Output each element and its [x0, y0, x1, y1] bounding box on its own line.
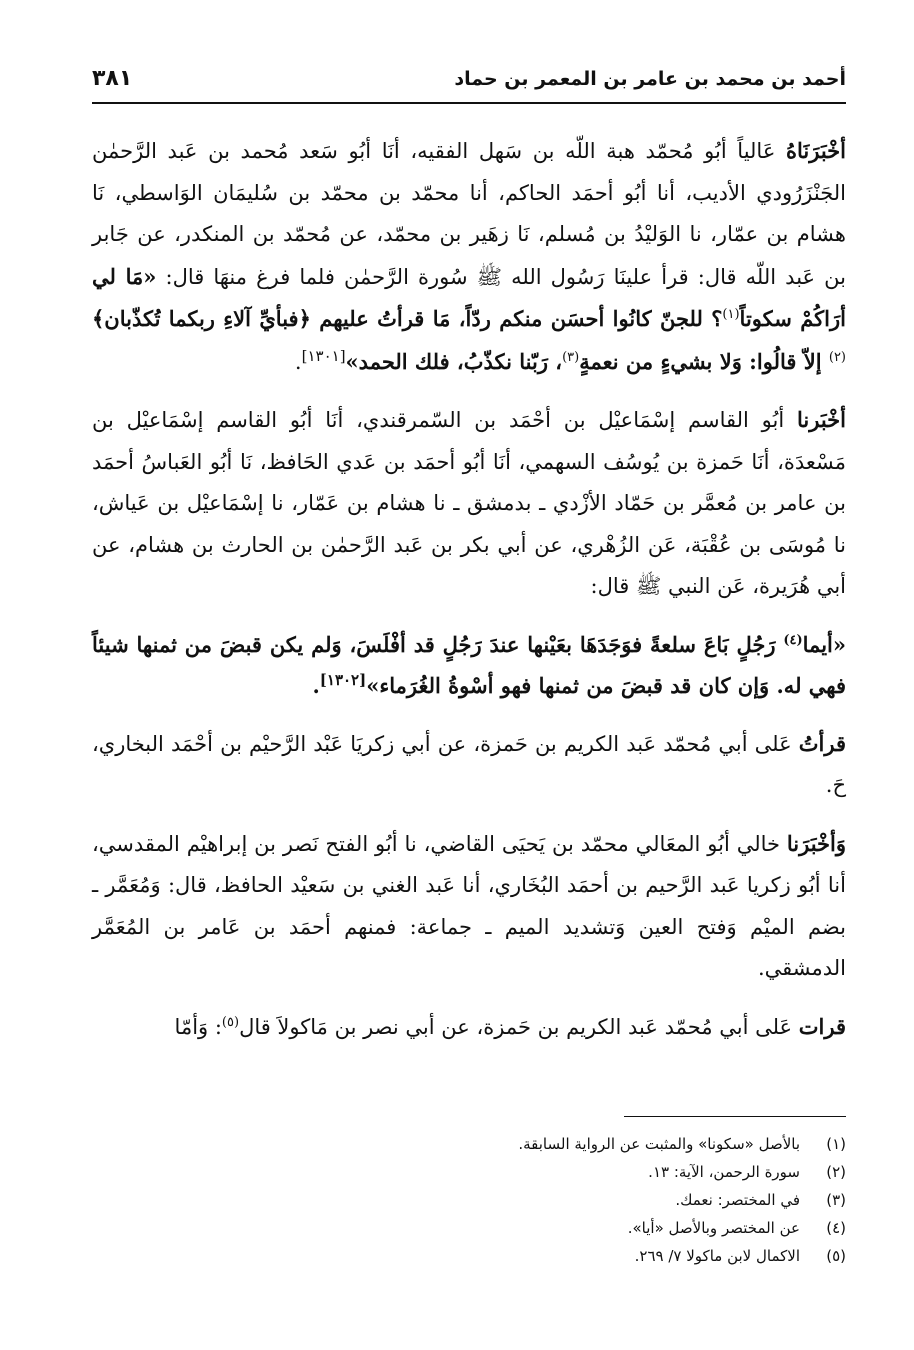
paragraph-text: : وَأمّا [174, 1014, 222, 1039]
footnote [92, 1186, 846, 1214]
paragraph-1 [92, 130, 846, 383]
hadith-number: [١٣٠٢] [319, 671, 367, 689]
paragraph-lead: قرأتُ [798, 730, 846, 756]
paragraph-lead: أخْبَرنا [797, 407, 846, 432]
footnote-ref[interactable]: (٣) [562, 349, 580, 365]
footnote-text: بالأصل «سكونا» والمثبت عن الرواية السابقة. [518, 1135, 800, 1153]
footnote-text: في المختصر: نعمك. [675, 1191, 800, 1209]
paragraph-text: عَلى أبي مُحمّد عَبد الكريم بن حَمزة، عن أبي نصر بن مَاكولاَ قال [239, 1014, 799, 1039]
paragraph-text: عَلى أبي مُحمّد عَبد الكريم بن حَمزة، عن أبي زكريَا عَبْد الرَّحيْم بن أحْمَد البخاري، حَ. [92, 731, 846, 797]
footnote [92, 1130, 846, 1158]
paragraph-text: عَالياً أبُو مُحمّد هبة اللّه بن سَهل الفقيه، أنَا أبُو سَعد مُحمد بن عَبد الرَّحمٰن الجَنْزَرُودي الأديب، أنا أبُو أحمَد الحاكم، أنا محمّد بن محمّد بن سُليمَان الوَاسطي، نَا هشام بن عمّار، نا الوَليْدُ بن مُسلم، نَا زهَير بن محمّد، عن مُحمّد بن المنكدر، عن جَابر بن عَبد اللّه قال: قرأ علينَا رَسُول الله ﷺ سُورة الرَّحمٰن فلما فرغ منهَا قال: [92, 139, 846, 289]
footnote [92, 1158, 846, 1186]
page-number: ٣٨١ [92, 66, 133, 91]
paragraph-lead: وَأخْبَرَنا [786, 830, 846, 856]
footnote-number: (٤) [826, 1219, 846, 1237]
hadith-quote: «مَا لي أرَاكُمْ سكوتاً [92, 263, 846, 331]
footnote-number: (٣) [826, 1191, 846, 1209]
footnote-number: (١) [826, 1135, 846, 1153]
running-title: أحمد بن محمد بن عامر بن المعمر بن حماد [454, 68, 846, 90]
footnote-number: (٥) [826, 1247, 846, 1265]
hadith-quote: رَجُلٍ بَاعَ سلعةً فوَجَدَهَا بعَيْنها عندَ رَجُلٍ قد أفْلَسَ، وَلم يكن قبضَ من ثمنها شيئاً فهي له. وَإن كان قد قبضَ من ثمنها فهو أسْوةُ الغُرَماء» [92, 631, 846, 698]
footnote-number: (٢) [826, 1163, 846, 1181]
paragraph-3 [92, 624, 846, 707]
paragraph-5 [92, 823, 846, 990]
footnote [92, 1214, 846, 1242]
footnote-text: الاكمال لابن ماكولا ٧/ ٢٦٩. [634, 1247, 800, 1265]
paragraph-end: . [294, 349, 302, 374]
paragraph-end: . [312, 673, 320, 698]
paragraph-4 [92, 723, 846, 807]
paragraph-text: خالي أبُو المعَالي محمّد بن يَحيَى القاضي، نا أبُو الفتح نَصر بن إبراهيْم المقدسي، أنا أبُو زكريا عَبد الرَّحيم بن أحمَد البُخَاري، أنا عَبد الغني بن سَعيْد الحافظ، قال: وَمُعَمَّر ـ بضم الميْم وَفتح العين وَتشديد الميم ـ جماعة: فمنهم أحمَد بن عَامر بن المُعَمَّر الدمشقي. [92, 831, 846, 980]
footnote-ref[interactable]: (١) [722, 307, 740, 322]
footnotes [92, 1130, 846, 1270]
footnote-text: عن المختصر وبالأصل «أيا». [627, 1219, 800, 1237]
paragraph-6 [92, 1006, 846, 1049]
footnote-ref[interactable]: (٥) [221, 1014, 240, 1030]
footnote-ref[interactable]: (٢) [828, 349, 846, 365]
footnote-ref[interactable]: (٤) [783, 632, 803, 648]
paragraph-text: أبُو القاسم إسْمَاعيْل بن أحْمَد بن السّمرقندي، أنَا أبُو القاسم إسْمَاعيْل بن مَسْعدَة، أنَا حَمزة بن يُوسُف السهمي، أنَا أبُو أحمَد بن عَدي الحَافظ، نَا أبُو العَباسُ أحمَد بن عامر بن مُعمَّر بن حَمّاد الأزْدي ـ بدمشق ـ نا هشام بن عَمّار، نا إسْمَاعيْل بن عَياش، نا مُوسَى بن عُقْبَة، عَن الزُهْري، عن أبي بكر بن عَبد الرَّحمٰن بن الحارث بن هشام، عن أبي هُرَيرة، عَن النبي ﷺ قال: [92, 408, 846, 598]
paragraph-lead: أخْبَرَنَاهُ [786, 138, 846, 163]
footnote-divider [624, 1116, 846, 1117]
hadith-quote: «أيما [802, 631, 846, 657]
hadith-quote: ، رَبّنا نكذّبُ، فلك الحمد» [345, 348, 563, 374]
footnote [92, 1242, 846, 1270]
hadith-number: [١٣٠١] [301, 346, 346, 365]
hadith-quote: ؟ للجنّ كانُوا أحسَن منكم ردّاً، مَا قرأتُ عليهم ﴿فبأيِّ آلاءِ ربكما تُكذّبان﴾ [92, 306, 723, 331]
page-header [92, 62, 846, 104]
footnote-text: سورة الرحمن، الآية: ١٣. [648, 1163, 800, 1181]
paragraph-2 [92, 399, 846, 608]
main-text [92, 130, 846, 1064]
hadith-quote: إلاّ قالُوا: وَلا بشيءٍ من نعمةٍ [579, 348, 829, 374]
paragraph-lead: قرات [798, 1013, 846, 1039]
